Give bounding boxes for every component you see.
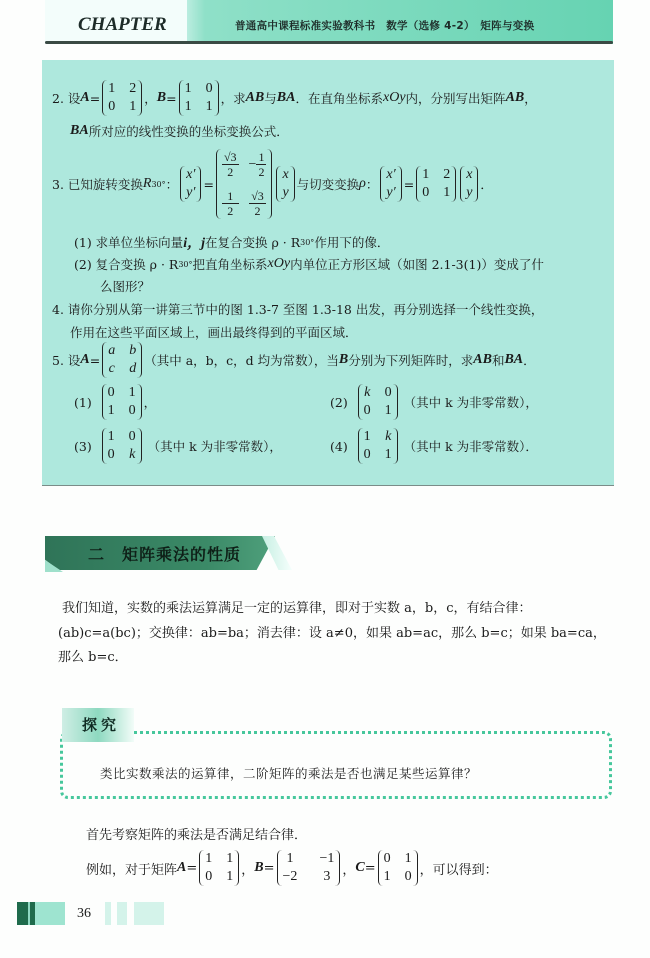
- explore-question: 类比实数乘法的运算律，二阶矩阵的乘法是否也满足某些运算律？: [100, 766, 478, 781]
- matrix-entry: −2: [282, 869, 298, 884]
- matrix-entry: −1: [319, 851, 335, 866]
- footer-bar: [17, 902, 35, 925]
- intro-line-3: 那么 b=c．: [58, 650, 128, 665]
- matrix-entry: 1: [363, 429, 371, 444]
- exercise-4-line-1: 4. 请你分别从第一讲第三节中的图 1.3-7 至图 1.3-18 出发，再分别选择一个线性变换，: [52, 302, 544, 317]
- matrix-entry: 1: [226, 851, 234, 866]
- matrix-entry: 2: [129, 81, 137, 96]
- exercise-5-item-1: (1) 0 1 1 0 ，: [74, 385, 157, 418]
- matrix-entry: 0: [128, 429, 136, 444]
- matrix-entry: 1: [107, 403, 115, 418]
- matrix-entry: a: [108, 343, 116, 358]
- matrix-entry: 1: [129, 99, 137, 114]
- matrix-entry: 0: [108, 99, 116, 114]
- matrix-entry: k: [364, 385, 371, 400]
- exercise-3-line-1: 3. 已知旋转变换 R 30° ： x′ y′ = $\frac{√3}{2}$ − $\frac{1}{2}$ $\frac{1}{2}$ $\frac{√3}{2}$ x y 与切变变换 ρ ： x′ y′ = 1 2 0 1 x y ．: [52, 150, 493, 218]
- matrix-entry: 0: [107, 447, 115, 462]
- chapter-label: CHAPTER: [78, 14, 167, 35]
- matrix-entry: x: [282, 167, 289, 182]
- matrix-entry: x: [466, 167, 473, 182]
- matrix-a-general: [102, 342, 142, 378]
- matrix-entry: 1: [205, 851, 213, 866]
- matrix-entry: k: [385, 429, 392, 444]
- matrix-a: [102, 80, 142, 116]
- exercise-3-q2-cont: 么图形？: [100, 279, 151, 294]
- matrix-entry: 0: [205, 869, 213, 884]
- matrix-entry: 1: [226, 869, 234, 884]
- matrix-entry: d: [129, 361, 137, 376]
- matrix-entry: 0: [128, 403, 136, 418]
- exercise-2-line-1: 2. 设 A = 1 2 0 1 ， B = 1 0 1 1 ，求 AB 与 BA ．在直角坐标系 xOy 内，分别写出矩阵 AB ，: [52, 81, 537, 114]
- matrix-entry: 1: [422, 167, 430, 182]
- book-title: 普通高中课程标准实验教科书 数学（选修 4-2） 矩阵与变换: [235, 20, 535, 32]
- matrix-entry: 0: [404, 869, 412, 884]
- footer-bar-light: [35, 902, 65, 925]
- exercise-5-item-3: (3) 1 0 0 k （其中 k 为非零常数），: [74, 429, 282, 462]
- matrix-entry: 0: [363, 447, 371, 462]
- matrix-entry: 1: [184, 81, 192, 96]
- matrix-entry: k: [129, 447, 136, 462]
- matrix-a-example: [199, 850, 239, 886]
- matrix-entry: 1: [205, 99, 213, 114]
- matrix-entry: y′: [386, 185, 396, 200]
- matrix-entry: 0: [383, 851, 391, 866]
- matrix-entry: x′: [386, 167, 396, 182]
- matrix-entry: $\frac{√3}{2}$: [223, 150, 237, 179]
- matrix-entry: x′: [186, 167, 196, 182]
- matrix-entry: b: [129, 343, 137, 358]
- matrix-entry: − $\frac{1}{2}$: [248, 150, 265, 179]
- body-line-1: 首先考察矩阵的乘法是否满足结合律．: [86, 828, 308, 843]
- matrix-entry: 1: [404, 851, 412, 866]
- matrix-b: [179, 80, 219, 116]
- matrix-entry: 0: [422, 185, 430, 200]
- rotation-matrix: [216, 149, 273, 219]
- matrix-entry: 0: [384, 385, 392, 400]
- exercise-2-line-2: BA 所对应的线性变换的坐标变换公式．: [70, 123, 289, 139]
- matrix-entry: 1: [384, 403, 392, 418]
- explore-label: 探究: [82, 716, 121, 734]
- matrix-entry: c: [108, 361, 115, 376]
- matrix-c-example: [378, 850, 418, 886]
- matrix-entry: $\frac{1}{2}$: [222, 189, 239, 218]
- exercise-5-item-2: (2) k 0 0 1 （其中 k 为非零常数），: [330, 385, 538, 418]
- section-title: 二 矩阵乘法的性质: [88, 545, 242, 564]
- footer-deco-1: [105, 902, 111, 925]
- body-line-2: 例如，对于矩阵 A = 1 1 0 1 ， B = 1 −1 −2 3 ， C = 0 1 1 0 ，可以得到：: [86, 851, 498, 884]
- exercise-4-line-2: 作用在这些平面区域上，画出最终得到的平面区域．: [70, 325, 358, 340]
- footer-deco-3: [134, 902, 164, 925]
- matrix-entry: 1: [184, 99, 192, 114]
- matrix-entry: 1: [443, 185, 451, 200]
- footer-bar-divider: [28, 902, 30, 925]
- matrix-entry: y′: [186, 185, 196, 200]
- exercise-3-q1: (1) 求单位坐标向量 i，j 在复合变换 ρ · R 30° 作用下的像．: [74, 235, 390, 251]
- exercise-3-q2: (2) 复合变换 ρ · R 30° 把直角坐标系 xOy 内单位正方形区域（如图 2.1-3(1)）变成了什: [74, 256, 544, 272]
- matrix-entry: 1: [128, 385, 136, 400]
- matrix-entry: 1: [107, 429, 115, 444]
- matrix-entry: 0: [107, 385, 115, 400]
- matrix-b-example: [277, 850, 341, 886]
- matrix-entry: y: [282, 185, 289, 200]
- footer-deco-2: [117, 902, 127, 925]
- matrix-entry: $\frac{√3}{2}$: [249, 189, 267, 218]
- intro-line-2: (ab)c=a(bc)；交换律：ab=ba；消去律：设 a≠0，如果 ab=ac，那么 b=c；如果 ba=ca，: [58, 626, 606, 641]
- matrix-entry: 1: [286, 851, 294, 866]
- matrix-entry: 1: [384, 447, 392, 462]
- matrix-entry: 0: [205, 81, 213, 96]
- intro-line-1: 我们知道，实数的乘法运算满足一定的运算律，即对于实数 a，b，c，有结合律：: [62, 601, 532, 616]
- matrix-entry: 0: [363, 403, 371, 418]
- page-number: 36: [77, 906, 91, 921]
- matrix-entry: 3: [323, 869, 331, 884]
- shear-matrix: [416, 166, 456, 202]
- matrix-entry: 2: [443, 167, 451, 182]
- matrix-entry: y: [466, 185, 473, 200]
- matrix-entry: 1: [108, 81, 116, 96]
- exercise-5-item-4: (4) 1 k 0 1 （其中 k 为非零常数）．: [330, 429, 538, 462]
- section-banner-tail: [262, 536, 292, 570]
- exercise-box-rule: [42, 485, 614, 486]
- exercise-5-line-1: 5. 设 A = a b c d （其中 a，b，c，d 均为常数），当 B 分别为下列矩阵时，求 AB 和 BA ．: [52, 343, 536, 376]
- matrix-entry: 1: [383, 869, 391, 884]
- header-rule: [45, 41, 613, 44]
